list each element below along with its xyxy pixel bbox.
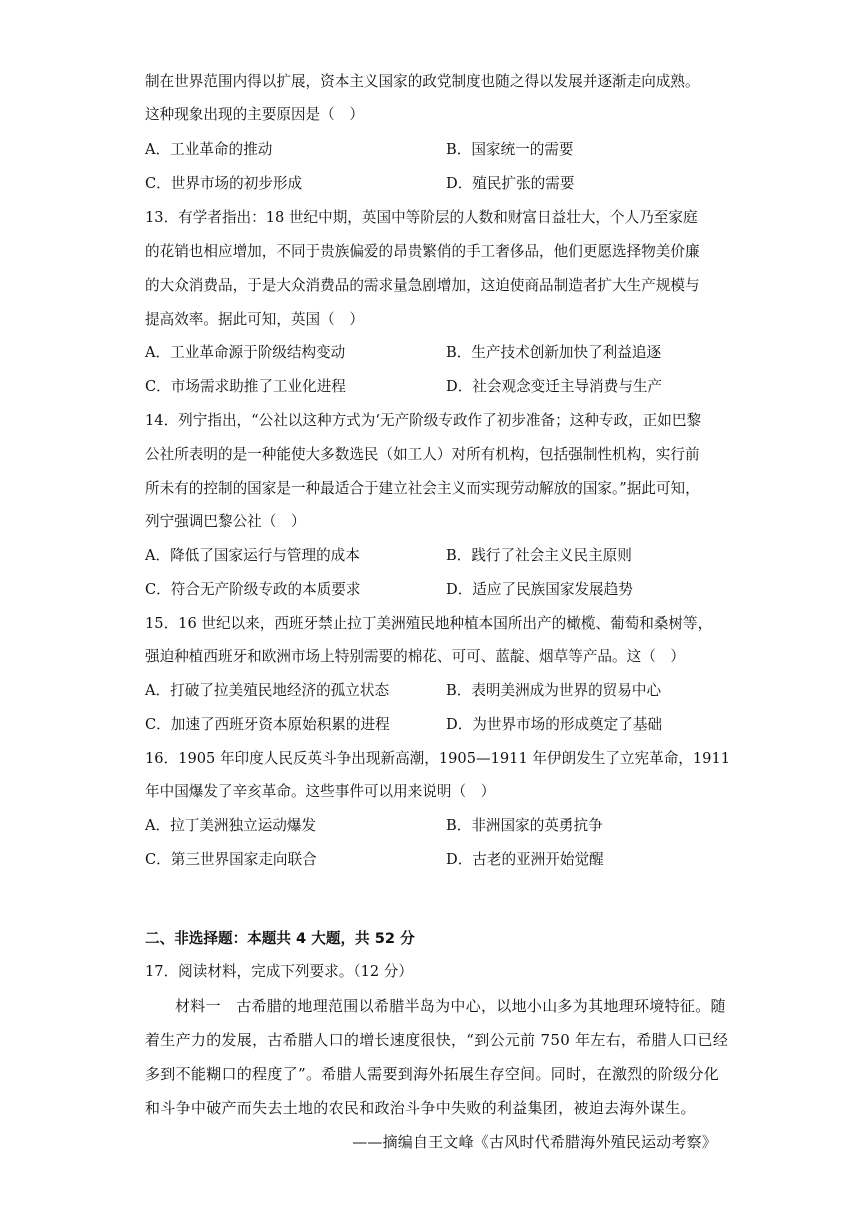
q13-stem-line-1: 13．有学者指出：18 世纪中期，英国中等阶层的人数和财富日益壮大，个人乃至家庭 <box>145 209 698 226</box>
q14-stem-line-3: 所未有的控制的国家是一种最适合于建立社会主义而实现劳动解放的国家。”据此可知， <box>145 480 700 497</box>
q14-option-b: B．践行了社会主义民主原则 <box>446 547 632 564</box>
q14-option-c: C．符合无产阶级专政的本质要求 <box>145 581 361 598</box>
q14-stem-line-4: 列宁强调巴黎公社（ ） <box>145 513 306 530</box>
q12-stem-line-1: 制在世界范围内得以扩展，资本主义国家的政党制度也随之得以发展并逐渐走向成熟。 <box>145 73 700 90</box>
q16-stem-line-2: 年中国爆发了辛亥革命。这些事件可以用来说明（ ） <box>145 783 496 800</box>
q12-stem-line-2: 这种现象出现的主要原因是（ ） <box>145 106 364 123</box>
q16-stem-line-1: 16．1905 年印度人民反英斗争出现新高潮，1905—1911 年伊朗发生了立宪革命，1911 <box>145 750 731 767</box>
q14-option-d: D．适应了民族国家发展趋势 <box>446 581 633 598</box>
q14-stem-line-2: 公社所表明的是一种能使大多数选民（如工人）对所有机构，包括强制性机构，实行前 <box>145 446 700 463</box>
q13-stem-line-4: 提高效率。据此可知，英国（ ） <box>145 311 364 328</box>
q12-option-c: C．世界市场的初步形成 <box>145 175 303 192</box>
q15-stem-line-2: 强迫种植西班牙和欧洲市场上特别需要的棉花、可可、蓝靛、烟草等产品。这（ ） <box>145 648 685 665</box>
q13-stem-line-3: 的大众消费品，于是大众消费品的需求量急剧增加，这迫使商品制造者扩大生产规模与 <box>145 277 700 294</box>
q13-option-d: D．社会观念变迁主导消费与生产 <box>446 378 663 395</box>
q14-option-a: A．降低了国家运行与管理的成本 <box>145 547 360 564</box>
q17-material-line-1: 材料一 古希腊的地理范围以希腊半岛为中心，以地小山多为其地理环境特征。随 <box>175 997 726 1015</box>
q17-stem: 17．阅读材料，完成下列要求。（12 分） <box>145 963 413 980</box>
q15-option-b: B．表明美洲成为世界的贸易中心 <box>446 682 662 699</box>
q14-stem-line-1: 14．列宁指出，“公社以这种方式为‘无产阶级专政作了初步准备；这种专政，正如巴黎 <box>145 412 702 429</box>
q13-option-b: B．生产技术创新加快了利益追逐 <box>446 344 662 361</box>
q13-option-a: A．工业革命源于阶级结构变动 <box>145 344 346 361</box>
q13-stem-line-2: 的花销也相应增加，不同于贵族偏爱的昂贵繁俏的手工奢侈品，他们更愿选择物美价廉 <box>145 243 700 260</box>
q12-option-d: D．殖民扩张的需要 <box>446 175 575 192</box>
q12-option-a: A．工业革命的推动 <box>145 141 273 158</box>
q15-option-c: C．加速了西班牙资本原始积累的进程 <box>145 716 390 733</box>
section-heading: 二、非选择题：本题共 4 大题，共 52 分 <box>145 930 415 947</box>
q17-material-source: ——摘编自王文峰《古风时代希腊海外殖民运动考察》 <box>352 1133 717 1151</box>
q16-option-d: D．古老的亚洲开始觉醒 <box>446 851 604 868</box>
q17-material-line-3: 多到不能糊口的程度了”。希腊人需要到海外拓展生存空间。同时，在激烈的阶级分化 <box>145 1065 720 1083</box>
q12-option-b: B．国家统一的需要 <box>446 141 574 158</box>
q17-material-line-4: 和斗争中破产而失去土地的农民和政治斗争中失败的利益集团，被迫去海外谋生。 <box>145 1099 696 1117</box>
q15-option-d: D．为世界市场的形成奠定了基础 <box>446 716 663 733</box>
q16-option-c: C．第三世界国家走向联合 <box>145 851 317 868</box>
q16-option-b: B．非洲国家的英勇抗争 <box>446 817 603 834</box>
q13-option-c: C．市场需求助推了工业化进程 <box>145 378 346 395</box>
q17-material-line-2: 着生产力的发展，古希腊人口的增长速度很快，“到公元前 750 年左右，希腊人口已经 <box>145 1031 729 1049</box>
q16-option-a: A．拉丁美洲独立运动爆发 <box>145 817 317 834</box>
q15-option-a: A．打破了拉美殖民地经济的孤立状态 <box>145 682 390 699</box>
q15-stem-line-1: 15．16 世纪以来，西班牙禁止拉丁美洲殖民地种植本国所出产的橄榄、葡萄和桑树等， <box>145 615 713 632</box>
